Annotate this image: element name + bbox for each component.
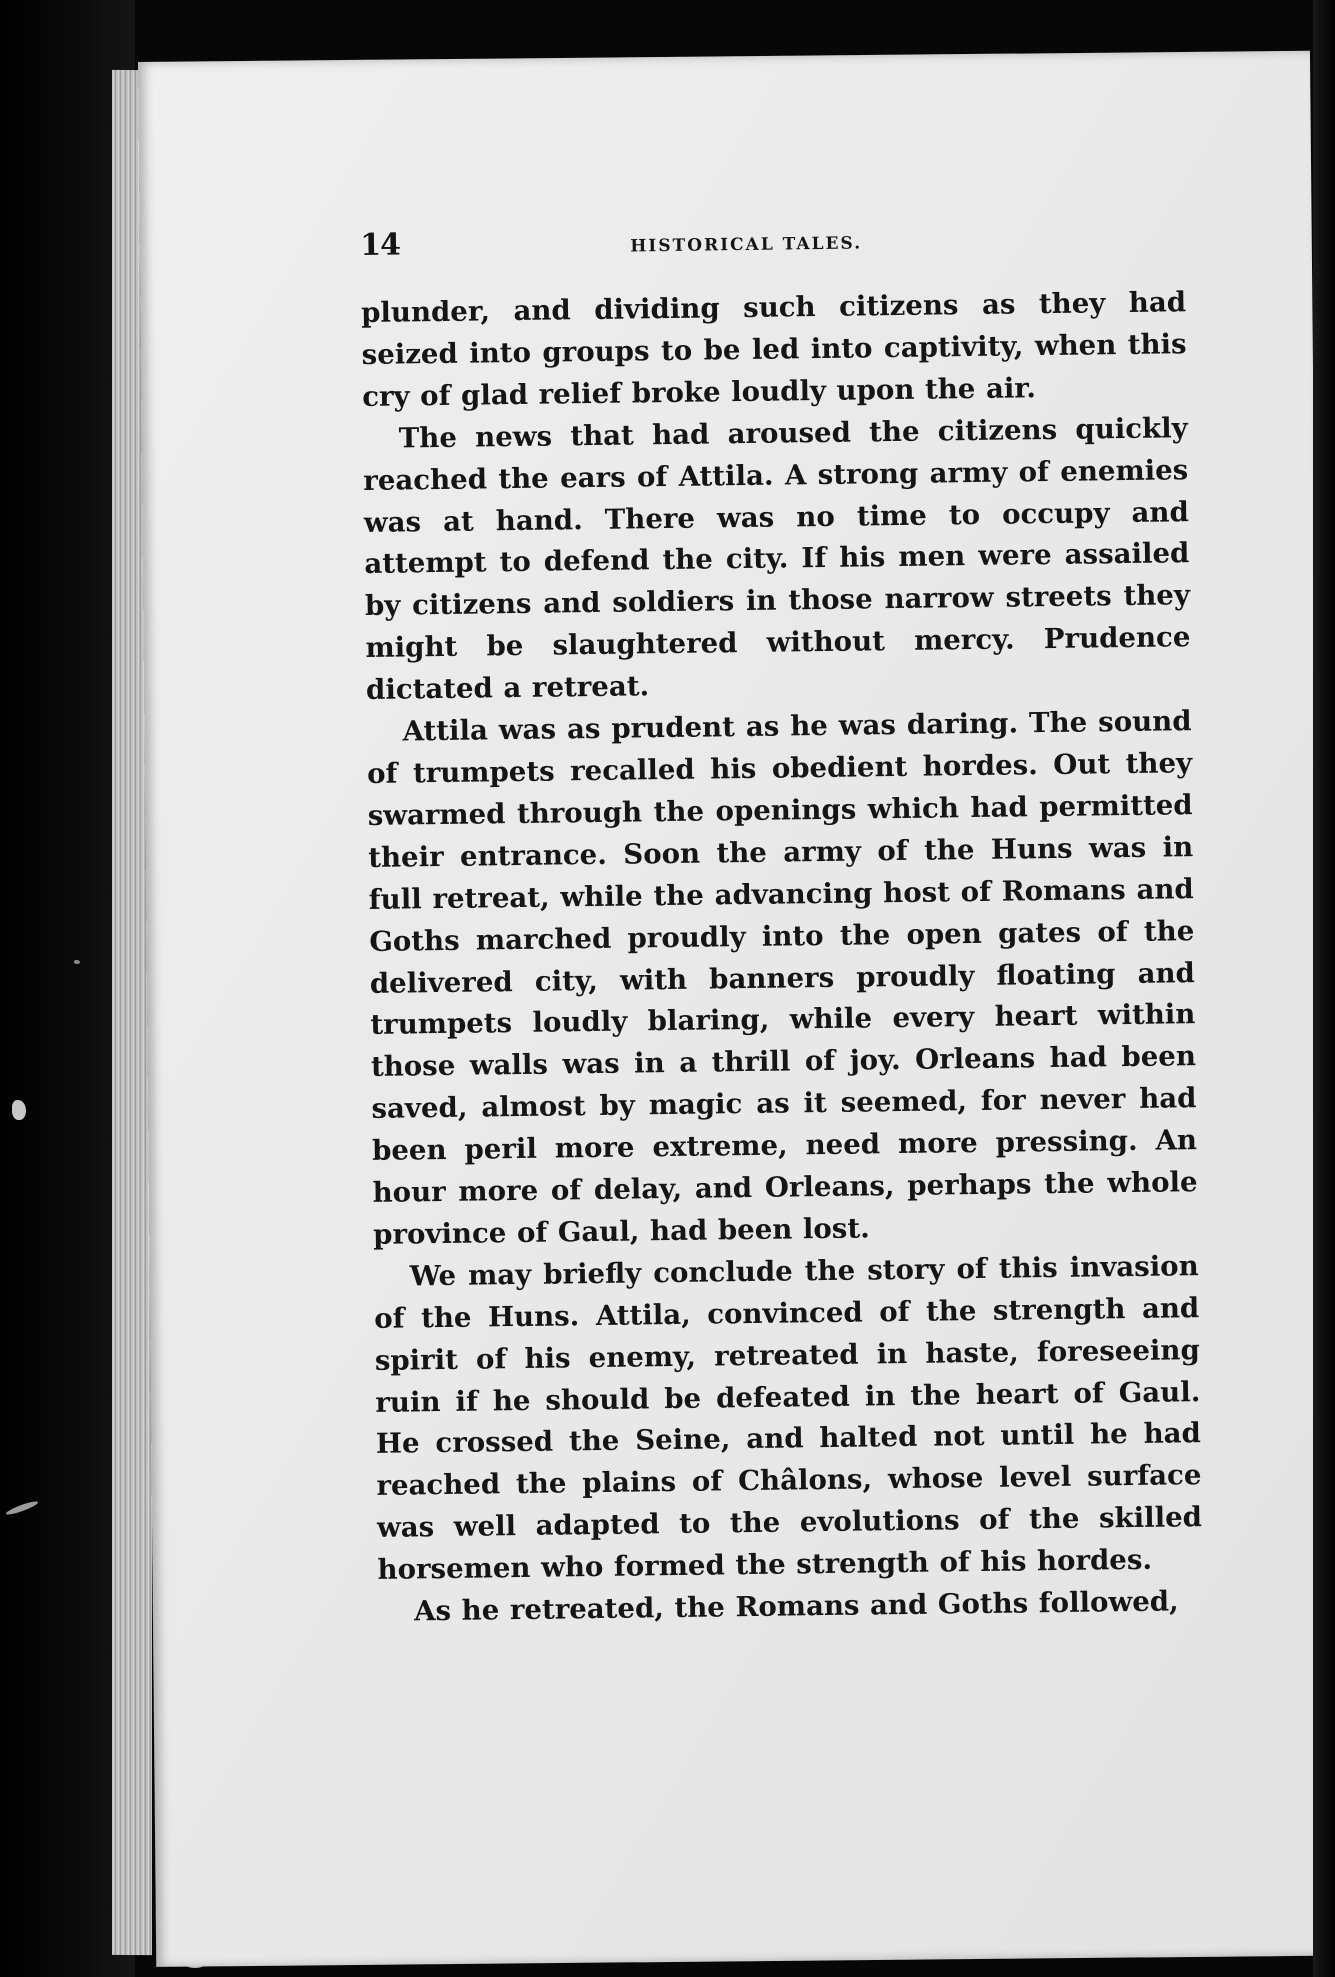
running-head <box>360 217 1186 274</box>
running-title: HISTORICAL TALES. <box>630 233 863 257</box>
paragraph: plunder, and dividing such citizens as they had seized into groups to be led into captivity, when this cry of glad relief broke loudly upon the air. <box>360 285 1187 413</box>
page-number: 14 <box>360 227 401 263</box>
body-text <box>361 281 1203 1633</box>
paragraph: Attila was as prudent as he was daring. The sound of trumpets recalled his obedient hordes. Out they swarmed through the openings which had permitted their entrance. Soon the army of the Huns was in full retreat, while the advancing host of Romans and Goths marched proudly into the open gates of the delivered city, with banners proudly floating and trumpets loudly blaring, while every heart within those walls was in a thrill of joy. Orleans had been saved, almost by magic as it seemed, for never had been peril more extreme, need more pressing. An hour more of delay, and Orleans, perhaps the whole province of Gaul, had been lost. <box>366 704 1198 1251</box>
paragraph: We may briefly conclude the story of this invasion of the Huns. Attila, convinced of the strength and spirit of his enemy, retreated in haste, foreseeing ruin if he should be defeated in the heart of Gaul. He crossed the Seine, and halted not until he had reached the plains of Châlons, whose level surface was well adapted to the evolutions of the skilled horsemen who formed the strength of his hordes. <box>374 1248 1203 1587</box>
paragraph: As he retreated, the Romans and Goths followed, <box>413 1584 1179 1628</box>
dust-speck <box>74 960 80 964</box>
dust-speck <box>12 1100 26 1120</box>
right-shadow-edge <box>1313 0 1335 1977</box>
paragraph: The news that had aroused the citizens quickly reached the ears of Attila. A strong army of enemies was at hand. There was no time to occupy and attempt to defend the city. If his men were assailed by citizens and soldiers in those narrow streets they might be slaughtered without mercy. Prudence dictated a retreat. <box>363 410 1191 707</box>
page-text-block <box>360 217 1203 1633</box>
